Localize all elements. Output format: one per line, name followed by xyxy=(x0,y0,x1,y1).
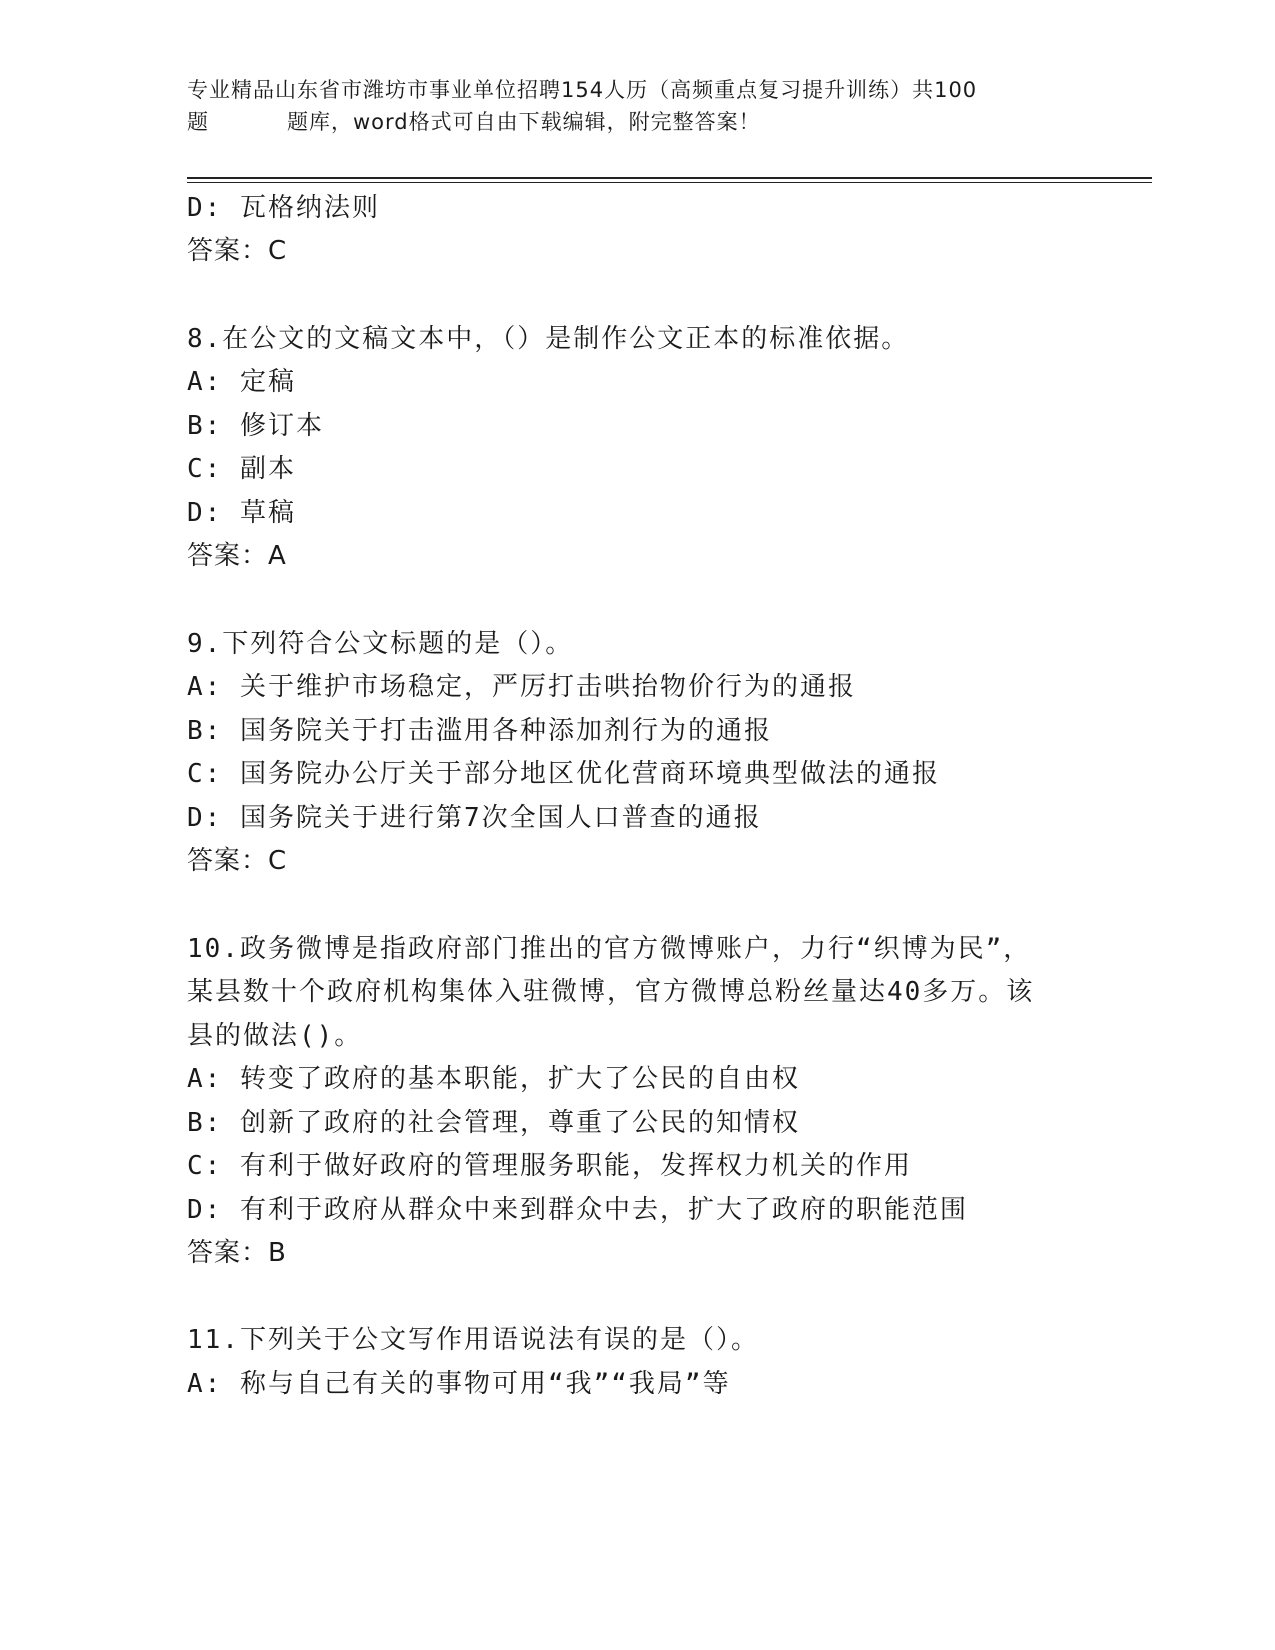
question-10-stem-line1: 10.政务微博是指政府部门推出的官方微博账户，力行“织博为民”， xyxy=(187,934,1032,964)
question-8-option-d: D: 草稿 xyxy=(187,498,296,528)
question-9-answer: 答案：C xyxy=(187,846,288,876)
question-8-stem: 8.在公文的文稿文本中，（）是制作公文正本的标准依据。 xyxy=(187,324,910,354)
question-10-option-a: A: 转变了政府的基本职能，扩大了公民的自由权 xyxy=(187,1064,800,1094)
question-9-option-b: B: 国务院关于打击滥用各种添加剂行为的通报 xyxy=(187,716,772,746)
question-10-answer: 答案：B xyxy=(187,1238,287,1268)
question-10-option-b: B: 创新了政府的社会管理，尊重了公民的知情权 xyxy=(187,1108,800,1138)
question-9-stem: 9.下列符合公文标题的是（）。 xyxy=(187,629,574,659)
question-10-stem-line3: 县的做法()。 xyxy=(187,1021,363,1051)
header-subtitle: 题库，word格式可自由下载编辑，附完整答案！ xyxy=(287,110,761,134)
question-10-stem-line2: 某县数十个政府机构集体入驻微博，官方微博总粉丝量达40多万。该 xyxy=(187,977,1035,1007)
question-9-option-c: C: 国务院办公厅关于部分地区优化营商环境典型做法的通报 xyxy=(187,759,940,789)
option-d: D: 瓦格纳法则 xyxy=(187,193,380,223)
header-title-line2 xyxy=(187,106,1087,138)
question-10-option-c: C: 有利于做好政府的管理服务职能，发挥权力机关的作用 xyxy=(187,1151,912,1181)
header-title-line1: 专业精品山东省市潍坊市事业单位招聘154人历（高频重点复习提升训练）共100 xyxy=(187,78,978,102)
question-8-answer: 答案：A xyxy=(187,541,287,571)
question-8-option-a: A: 定稿 xyxy=(187,367,296,397)
question-11-stem: 11.下列关于公文写作用语说法有误的是（）。 xyxy=(187,1325,759,1355)
question-11-option-a: A: 称与自己有关的事物可用“我”“我局”等 xyxy=(187,1369,731,1399)
document-header xyxy=(187,74,1087,138)
header-title-fragment: 题 xyxy=(187,110,209,134)
question-10-option-d: D: 有利于政府从群众中来到群众中去，扩大了政府的职能范围 xyxy=(187,1195,968,1225)
answer-line: 答案：C xyxy=(187,236,288,266)
question-8-option-c: C: 副本 xyxy=(187,454,296,484)
question-9-option-a: A: 关于维护市场稳定，严厉打击哄抬物价行为的通报 xyxy=(187,672,856,702)
header-divider-thin xyxy=(187,182,1152,183)
question-9-option-d: D: 国务院关于进行第7次全国人口普查的通报 xyxy=(187,803,762,833)
header-divider-thick xyxy=(187,177,1152,179)
question-8-option-b: B: 修订本 xyxy=(187,411,324,441)
